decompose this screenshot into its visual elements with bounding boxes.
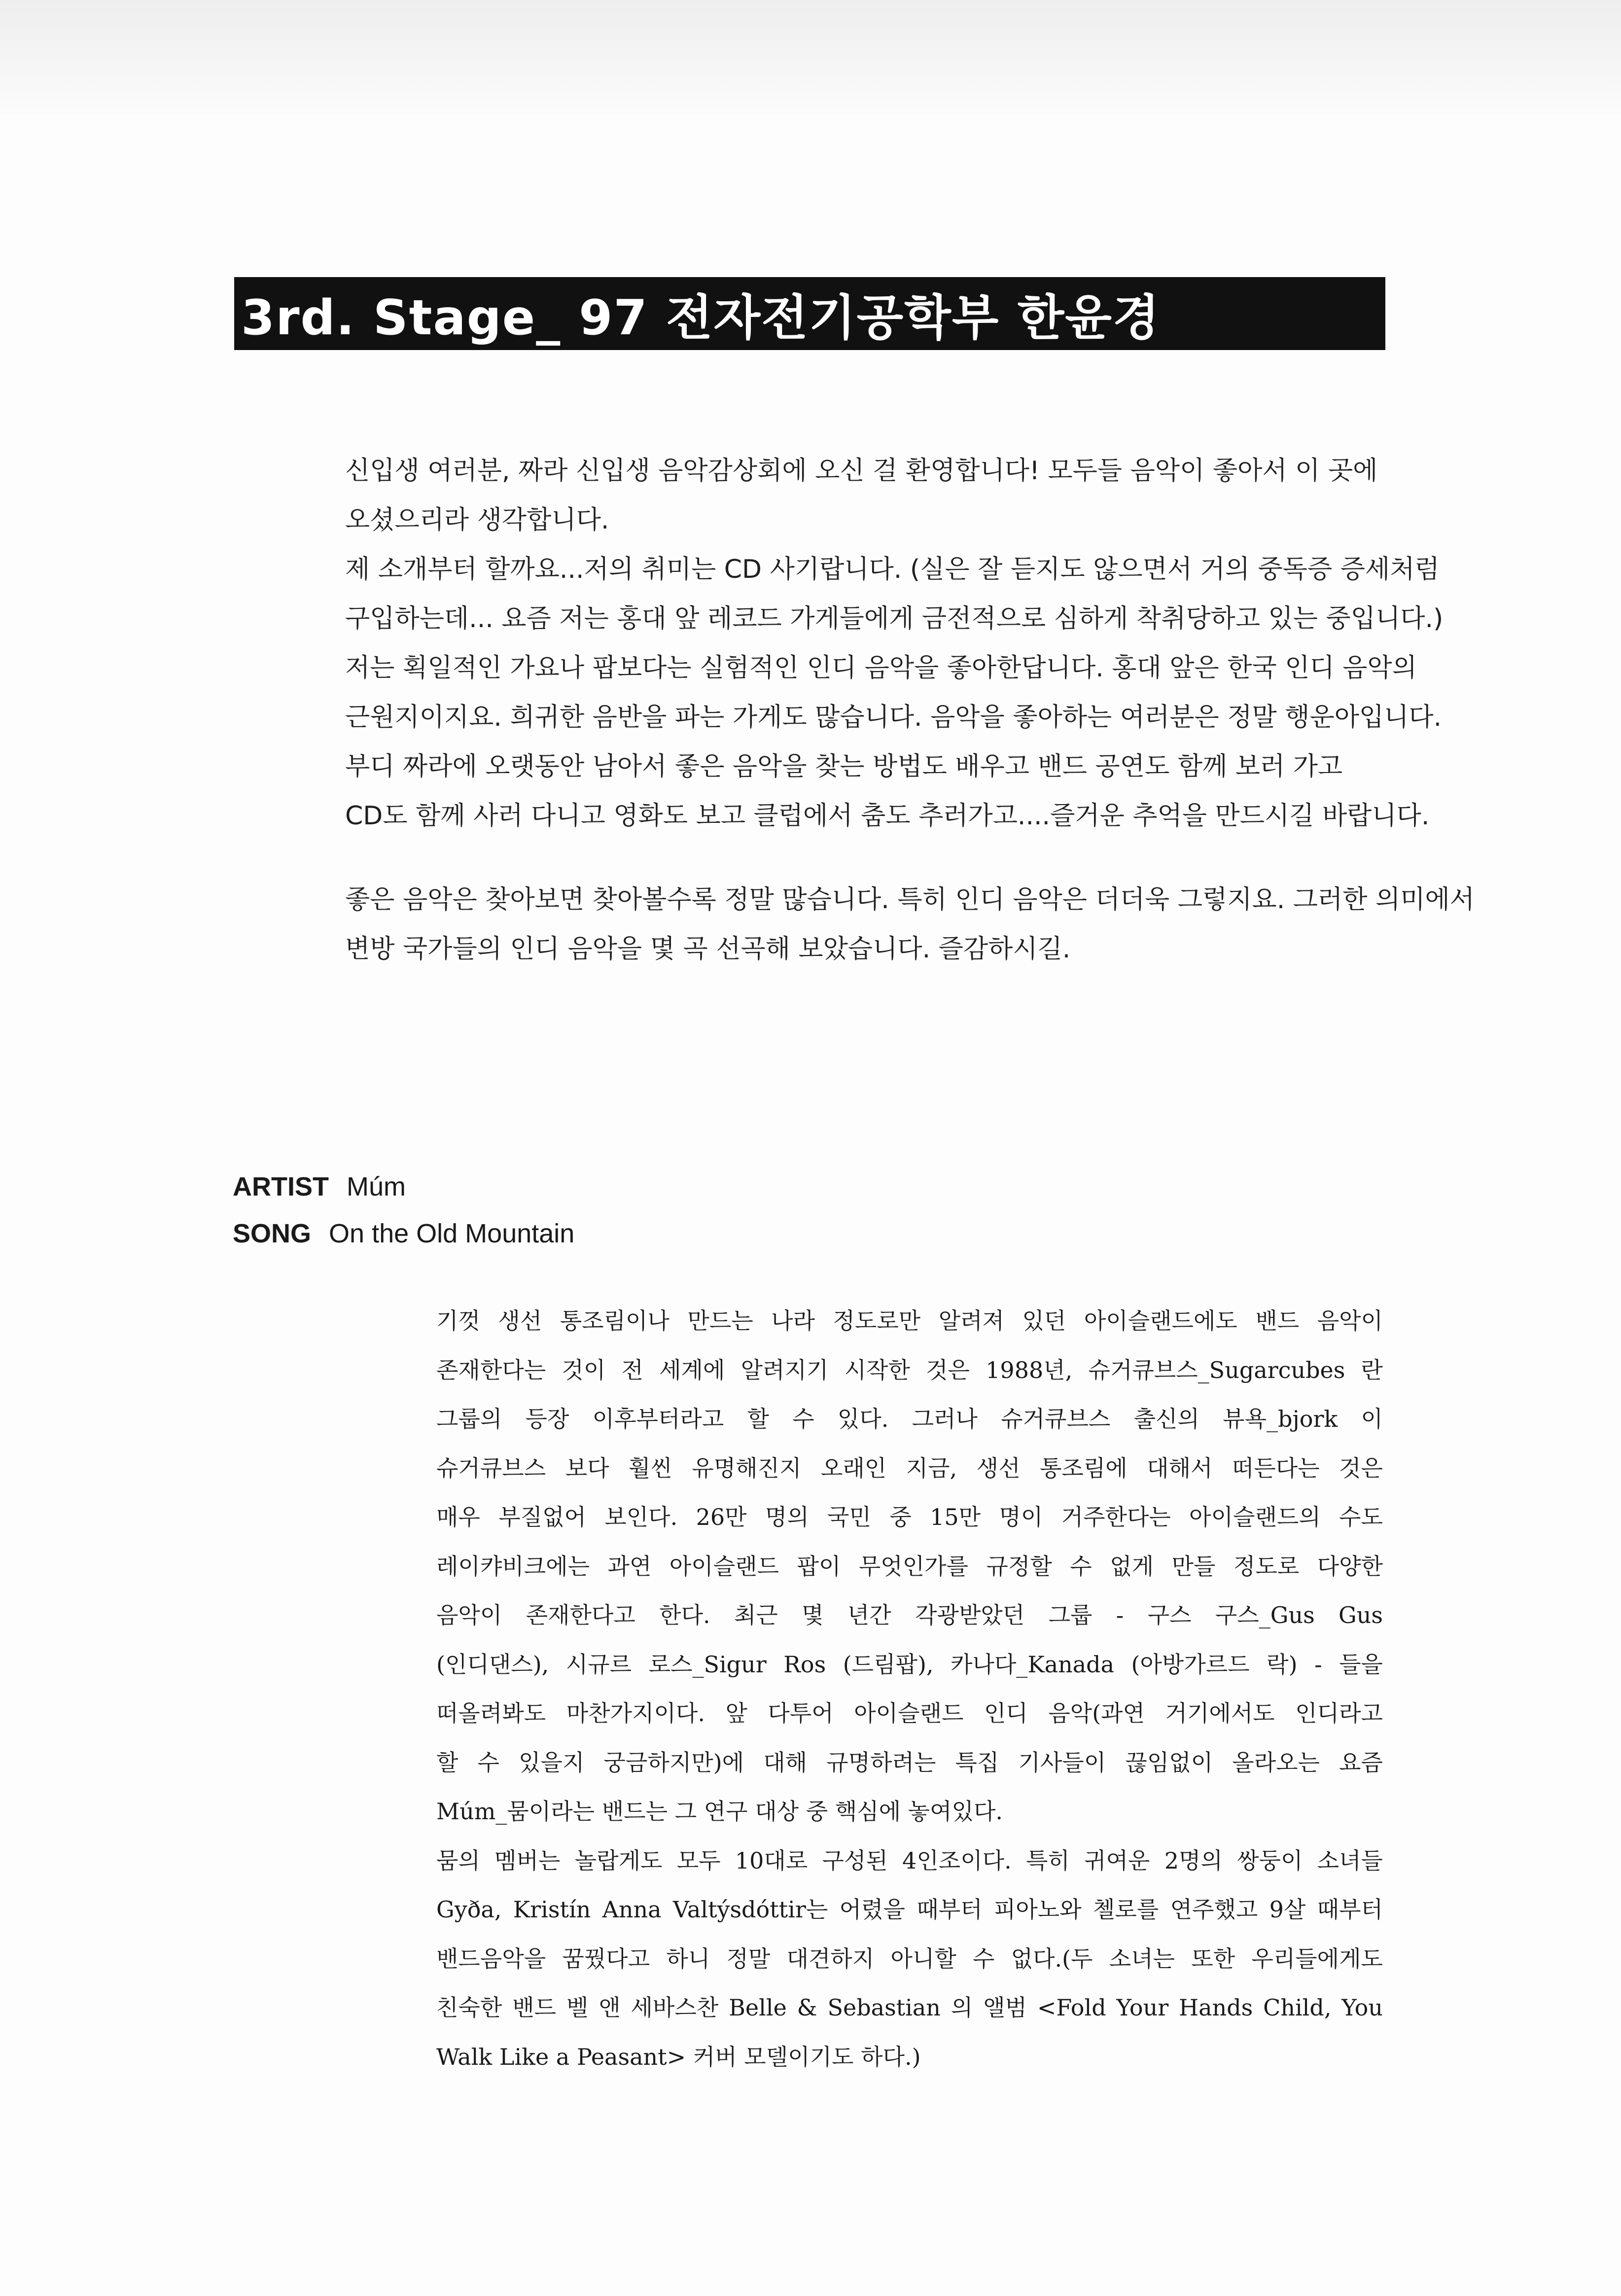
intro-line: 구입하는데... 요즘 저는 홍대 앞 레코드 가게들에게 금전적으로 심하게 착취당하고 있는 중입니다.)	[345, 604, 1444, 634]
article-line: 그룹의 등장 이후부터라고 할 수 있다. 그러나 슈거큐브스 출신의 뷰욕_bjork 이	[436, 1406, 1383, 1432]
article-line: 레이캬비크에는 과연 아이슬랜드 팝이 무엇인가를 규정할 수 없게 만들 정도로 다양한	[436, 1553, 1383, 1580]
title-banner	[234, 277, 1385, 350]
song-title: On the Old Mountain	[329, 1219, 575, 1248]
intro-line: 부디 짜라에 오랫동안 남아서 좋은 음악을 찾는 방법도 배우고 밴드 공연도 함께 보러 가고	[345, 752, 1343, 781]
article-line: 뭄의 멤버는 놀랍게도 모두 10대로 구성된 4인조이다. 특히 귀여운 2명의 쌍둥이 소녀들	[436, 1847, 1383, 1874]
article-line: Gyða, Kristín Anna Valtýsdóttir는 어렸을 때부터 피아노와 첼로를 연주했고 9살 때부터	[436, 1896, 1383, 1923]
article-line: 친숙한 밴드 벨 앤 세바스찬 Belle & Sebastian 의 앨범 <Fold Your Hands Child, You	[436, 1994, 1383, 2021]
article-line: 매우 부질없어 보인다. 26만 명의 국민 중 15만 명이 거주한다는 아이슬랜드의 수도	[436, 1504, 1383, 1530]
article-line: 떠올려봐도 마찬가지이다. 앞 다투어 아이슬랜드 인디 음악(과연 거기에서도 인디라고	[436, 1700, 1383, 1727]
intro-line: 신입생 여러분, 짜라 신입생 음악감상회에 오신 걸 환영합니다! 모두들 음악이 좋아서 이 곳에	[345, 456, 1378, 486]
article-line: Múm_뭄이라는 밴드는 그 연구 대상 중 핵심에 놓여있다.	[436, 1798, 1003, 1825]
artist-name: Múm	[347, 1172, 406, 1201]
article-line: 할 수 있을지 궁금하지만)에 대해 규명하려는 특집 기사들이 끊임없이 올라오는 요즘	[436, 1749, 1383, 1776]
song-label: SONG	[233, 1219, 312, 1248]
intro-line: 저는 획일적인 가요나 팝보다는 실험적인 인디 음악을 좋아한답니다. 홍대 앞은 한국 인디 음악의	[345, 653, 1417, 683]
article-line: 슈거큐브스 보다 훨씬 유명해진지 오래인 지금, 생선 통조림에 대해서 떠든다는 것은	[436, 1454, 1383, 1482]
intro-line: 근원지이지요. 희귀한 음반을 파는 가게도 많습니다. 음악을 좋아하는 여러분은 정말 행운아입니다.	[345, 703, 1442, 732]
page-title: 3rd. Stage_ 97 전자전기공학부 한윤경	[241, 289, 1161, 346]
intro-line: CD도 함께 사러 다니고 영화도 보고 클럽에서 춤도 추러가고....즐거운 추억을 만드시길 바랍니다.	[345, 801, 1430, 831]
article-line: 음악이 존재한다고 한다. 최근 몇 년간 각광받았던 그룹 - 구스 구스_Gus Gus	[436, 1602, 1383, 1628]
article-line: (인디댄스), 시규르 로스_Sigur Ros (드림팝), 카나다_Kanada (아방가르드 락) - 들을	[436, 1651, 1383, 1678]
intro-line: 좋은 음악은 찾아보면 찾아볼수록 정말 많습니다. 특히 인디 음악은 더더욱 그렇지요. 그러한 의미에서	[345, 885, 1475, 915]
article-line: 밴드음악을 꿈꿨다고 하니 정말 대견하지 아니할 수 없다.(두 소녀는 또한 우리들에게도	[436, 1945, 1383, 1972]
intro-paragraph	[345, 446, 1444, 841]
article-body	[436, 1297, 1383, 2082]
article-line: Walk Like a Peasant> 커버 모델이기도 하다.)	[436, 2043, 921, 2070]
intro-line: 변방 국가들의 인디 음악을 몇 곡 선곡해 보았습니다. 즐감하시길.	[345, 934, 1071, 964]
track-info	[233, 1164, 574, 1257]
intro-line: 오셨으리라 생각합니다.	[345, 505, 609, 535]
artist-row	[233, 1164, 574, 1210]
song-row	[233, 1210, 574, 1257]
article-line: 존재한다는 것이 전 세계에 알려지기 시작한 것은 1988년, 슈거큐브스_Sugarcubes 란	[436, 1356, 1383, 1383]
scan-shadow	[0, 0, 1621, 113]
article-line: 기껏 생선 통조림이나 만드는 나라 정도로만 알려져 있던 아이슬랜드에도 밴드 음악이	[436, 1307, 1383, 1334]
intro-line: 제 소개부터 할까요...저의 취미는 CD 사기랍니다. (실은 잘 듣지도 않으면서 거의 중독증 증세처럼	[345, 555, 1440, 584]
intro-paragraph-2	[345, 875, 1475, 974]
artist-label: ARTIST	[233, 1172, 329, 1201]
